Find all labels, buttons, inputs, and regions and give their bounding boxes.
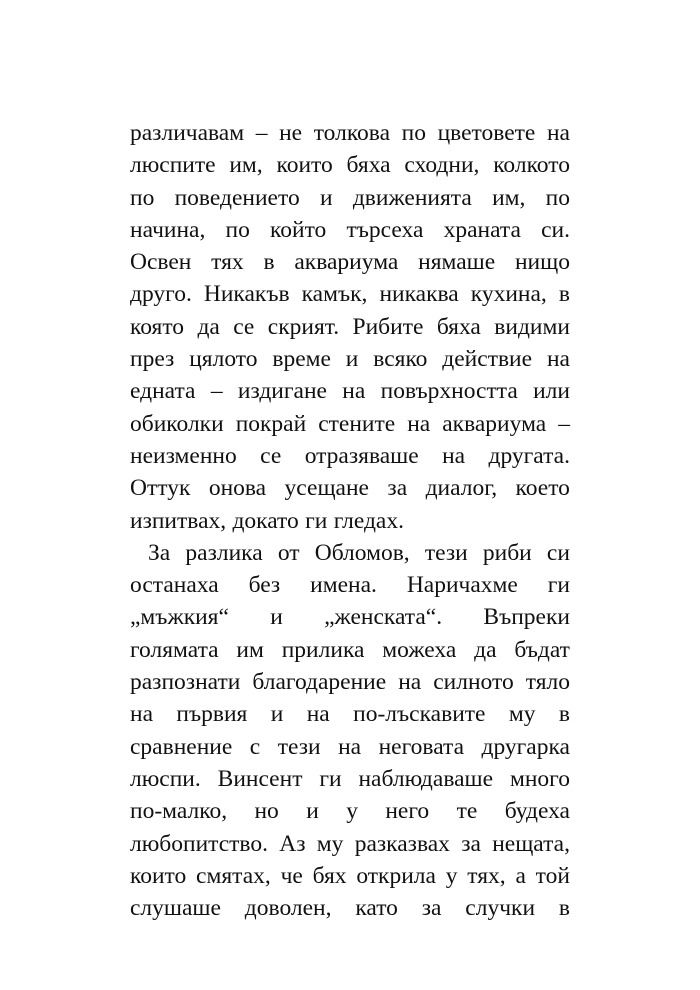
text-line (130, 149, 570, 181)
word: издигане (237, 378, 327, 405)
word: и (270, 701, 284, 728)
word: никаква (379, 281, 459, 308)
word: неговата (378, 733, 465, 760)
word: като (355, 895, 398, 922)
word: стените (318, 410, 396, 437)
word: люспи. (130, 765, 201, 792)
word: разпознати (130, 669, 241, 696)
text-line (130, 182, 570, 214)
text-line (130, 117, 570, 149)
word: силното (433, 669, 514, 696)
word: бях (312, 862, 347, 889)
word: камък, (301, 281, 368, 308)
word: него (385, 798, 430, 825)
word: време (272, 346, 331, 373)
word: в (558, 281, 570, 308)
word: Никакъв (203, 281, 290, 308)
text-line (130, 375, 570, 407)
word: по (130, 184, 155, 211)
word: тези (277, 733, 321, 760)
word: на (306, 701, 330, 728)
word: колкото (493, 152, 570, 179)
word: кухина, (470, 281, 547, 308)
word: тях, (467, 862, 506, 889)
word: бяха (436, 313, 481, 340)
word: сходни, (404, 152, 480, 179)
word: без (248, 572, 281, 599)
word: любопитство. (130, 830, 268, 857)
word: открила (356, 862, 436, 889)
word: първия (176, 701, 248, 728)
text-line (130, 343, 570, 375)
word: онова (208, 475, 267, 502)
word: им, (229, 152, 263, 179)
word: изпитвах, (130, 507, 227, 534)
word: Обломов, (314, 539, 410, 566)
word: цветовете (437, 120, 536, 146)
word: не (279, 120, 303, 146)
word: неизменно (130, 442, 237, 469)
word: търсеха (346, 216, 424, 243)
word: ги (305, 507, 328, 534)
word: начина, (130, 216, 206, 243)
word: ги (319, 765, 342, 792)
text-line (130, 440, 570, 472)
word: „мъжкия“ (130, 604, 229, 631)
word: голямата (130, 636, 219, 663)
word: у (445, 862, 458, 889)
word: в (558, 895, 570, 922)
word: по-малко, (130, 798, 228, 825)
word: която (130, 313, 185, 340)
word: поведението (174, 184, 300, 211)
word: разлика (185, 539, 263, 566)
word: всяко (373, 346, 428, 373)
word: но (254, 798, 279, 825)
word: им, (492, 184, 526, 211)
word: – (558, 410, 570, 437)
word: тях (211, 249, 244, 276)
word: или (533, 378, 570, 405)
word: Освен (130, 249, 192, 276)
word: в (263, 249, 275, 276)
word: му (508, 701, 536, 728)
word: едната (130, 378, 196, 405)
word: на (338, 733, 362, 760)
word: на (546, 346, 570, 373)
word: у (346, 798, 358, 825)
word: другата. (488, 442, 570, 469)
word: повърхността (380, 378, 518, 405)
word: по (545, 184, 570, 211)
word: аквариума (442, 410, 547, 437)
word: прилика (281, 636, 365, 663)
word: се (260, 442, 282, 469)
word: различавам (130, 120, 245, 146)
word: диалог, (425, 475, 498, 502)
text-line (130, 892, 570, 924)
body-text (130, 117, 570, 924)
word: имена. (310, 572, 377, 599)
word: нищо (514, 249, 570, 276)
word: им (236, 636, 264, 663)
text-line (130, 311, 570, 343)
word: на (342, 378, 366, 405)
word: по (401, 120, 426, 146)
word: бяха (346, 152, 391, 179)
word: на (442, 442, 466, 469)
word: можеха (382, 636, 457, 663)
word: тяло (525, 669, 570, 696)
text-line (130, 246, 570, 278)
word: и (306, 798, 319, 825)
text-line (130, 569, 570, 601)
text-line (130, 408, 570, 440)
word: който (270, 216, 327, 243)
word: Оттук (130, 475, 191, 502)
word: благодарение (252, 669, 387, 696)
word: Аз (279, 830, 306, 857)
word: на (407, 410, 431, 437)
text-line (130, 698, 570, 730)
word: толкова (313, 120, 391, 146)
word: което (515, 475, 570, 502)
word: За (148, 539, 171, 566)
text-line (130, 601, 570, 633)
word: за (421, 895, 442, 922)
word: – (255, 120, 268, 146)
word: си (546, 539, 570, 566)
word: люспите (130, 152, 216, 179)
text-line (130, 214, 570, 246)
word: а (515, 862, 526, 889)
word: по-лъскавите (353, 701, 486, 728)
word: че (280, 862, 303, 889)
word: движенията (352, 184, 472, 211)
word: сравнение (130, 733, 233, 760)
word: доволен, (244, 895, 332, 922)
word: Рибите (352, 313, 424, 340)
word: слушаше (130, 895, 221, 922)
word: ги (547, 572, 570, 599)
word: които (276, 152, 333, 179)
word: Въпреки (483, 604, 570, 631)
word: много (509, 765, 570, 792)
word: да (197, 313, 220, 340)
word: нещата, (492, 830, 570, 857)
word: си. (541, 216, 570, 243)
word: отразяваше (304, 442, 419, 469)
word: те (456, 798, 478, 825)
word: на (398, 669, 422, 696)
word: риби (482, 539, 532, 566)
word: – (210, 378, 223, 405)
word: с (249, 733, 261, 760)
text-line (130, 278, 570, 310)
word: храната (443, 216, 521, 243)
word: будеха (504, 798, 570, 825)
word: тези (424, 539, 468, 566)
text-line (130, 731, 570, 763)
word: в (558, 701, 570, 728)
word: от (277, 539, 300, 566)
word: случки (465, 895, 536, 922)
text-line (130, 828, 570, 860)
word: за (387, 475, 408, 502)
text-line (130, 666, 570, 698)
text-line (130, 763, 570, 795)
word: усещане (284, 475, 369, 502)
word: друго. (130, 281, 192, 308)
word: докато (232, 507, 299, 534)
word: които (130, 862, 187, 889)
text-line (130, 860, 570, 892)
word: на (546, 120, 570, 146)
word: действие (442, 346, 533, 373)
text-line (130, 472, 570, 504)
word: да (474, 636, 497, 663)
text-line (130, 537, 570, 569)
word: Винсент (217, 765, 303, 792)
word: и (345, 346, 359, 373)
word: бъдат (514, 636, 570, 663)
word: през (130, 346, 175, 373)
word: се (233, 313, 255, 340)
word: останаха (130, 572, 219, 599)
word: му (316, 830, 344, 857)
word: другарка (481, 733, 570, 760)
word: цялото (189, 346, 258, 373)
word: наблюдаваше (358, 765, 494, 792)
word: за (461, 830, 481, 857)
word: на (130, 701, 154, 728)
text-line (130, 795, 570, 827)
word: видими (494, 313, 570, 340)
word: и (319, 184, 333, 211)
word: гледах. (333, 507, 404, 534)
word: Наричахме (406, 572, 518, 599)
text-line (130, 634, 570, 666)
word: „женската“. (324, 604, 443, 631)
word: покрай (235, 410, 307, 437)
word: той (535, 862, 570, 889)
word: обиколки (130, 410, 224, 437)
word: смятах, (196, 862, 271, 889)
word: нямаше (418, 249, 496, 276)
word: по (225, 216, 250, 243)
word: и (270, 604, 283, 631)
word: разказвах (354, 830, 450, 857)
text-line (130, 505, 570, 537)
word: скрият. (267, 313, 340, 340)
word: аквариума (294, 249, 399, 276)
